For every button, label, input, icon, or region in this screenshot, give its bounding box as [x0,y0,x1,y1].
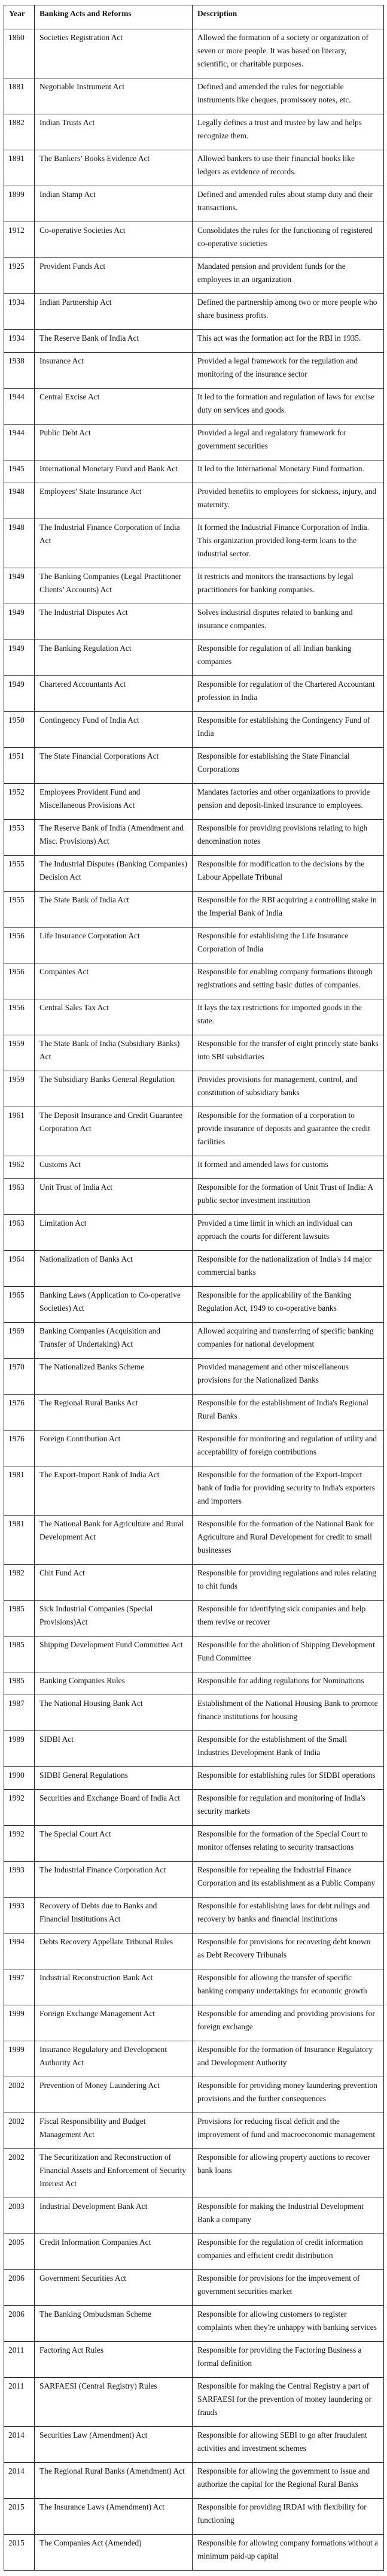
cell-description: Responsible for regulation and monitoring of India's security markets [193,1790,384,1826]
table-row [4,1898,384,1933]
table-row [4,222,384,258]
table-body [4,29,384,2571]
cell-act: The Regional Rural Banks (Amendment) Act [35,2463,193,2499]
cell-year: 1949 [4,640,35,676]
cell-year: 1964 [4,1251,35,1287]
cell-act: The Industrial Finance Corporation of India Act [35,519,193,568]
cell-description: Responsible for the regulation of credit information companies and efficient credit distribution [193,2234,384,2270]
cell-year: 1993 [4,1862,35,1898]
cell-description: Responsible for the formation of Insurance Regulatory and Development Authority [193,2041,384,2077]
cell-act: The Special Court Act [35,1826,193,1862]
cell-act: Banking Laws (Application to Co-operative Societies) Act [35,1287,193,1323]
cell-act: Chartered Accountants Act [35,676,193,712]
table-row [4,258,384,294]
cell-year: 1992 [4,1790,35,1826]
table-row [4,2535,384,2571]
cell-description: It formed the Industrial Finance Corporation of India. This organization provided long-term loans to the industrial sector. [193,519,384,568]
cell-act: Societies Registration Act [35,29,193,78]
table-row [4,640,384,676]
table-row [4,820,384,856]
cell-act: Customs Act [35,1156,193,1179]
cell-act: Recovery of Debts due to Banks and Financial Institutions Act [35,1898,193,1933]
cell-description: Responsible for allowing SEBI to go after fraudulent activities and investment schemes [193,2427,384,2463]
cell-year: 1963 [4,1215,35,1251]
table-row [4,29,384,78]
cell-description: Responsible for modification to the decisions by the Labour Appellate Tribunal [193,856,384,892]
table-row [4,114,384,150]
table-row [4,2499,384,2535]
cell-description: Responsible for the RBI acquiring a controlling stake in the Imperial Bank of India [193,892,384,928]
cell-description: Responsible for establishing the Contingency Fund of India [193,712,384,748]
table-row [4,676,384,712]
cell-act: Public Debt Act [35,425,193,460]
cell-year: 1951 [4,748,35,784]
table-row [4,1565,384,1601]
cell-description: Responsible for providing the Factoring Business a formal definition [193,2342,384,2378]
cell-year: 1899 [4,186,35,222]
cell-description: Mandates factories and other organizations to provide pension and deposit-linked insurance to employees. [193,784,384,820]
cell-act: Provident Funds Act [35,258,193,294]
table-row [4,963,384,999]
cell-year: 1962 [4,1156,35,1179]
cell-act: Employees Provident Fund and Miscellaneous Provisions Act [35,784,193,820]
table-row [4,2005,384,2041]
table-row [4,1215,384,1251]
table-row [4,1672,384,1695]
table-row [4,2306,384,2342]
cell-act: Indian Stamp Act [35,186,193,222]
cell-year: 2002 [4,2077,35,2113]
cell-act: Securities and Exchange Board of India Act [35,1790,193,1826]
table-row [4,1826,384,1862]
table-row [4,186,384,222]
cell-description: Responsible for regulation of the Chartered Accountant profession in India [193,676,384,712]
cell-act: Co-operative Societies Act [35,222,193,258]
cell-act: The Industrial Disputes Act [35,604,193,640]
cell-act: The National Housing Bank Act [35,1695,193,1731]
cell-year: 1860 [4,29,35,78]
cell-act: Government Securities Act [35,2270,193,2306]
table-row [4,1767,384,1790]
cell-act: The Banking Ombudsman Scheme [35,2306,193,2342]
table-row [4,1071,384,1107]
table-row [4,784,384,820]
cell-description: Responsible for the formation of a corporation to provide insurance of deposits and guarantee the credit facilities [193,1107,384,1156]
table-row [4,1323,384,1359]
cell-year: 1948 [4,483,35,519]
cell-act: Banking Companies Rules [35,1672,193,1695]
cell-act: Employees’ State Insurance Act [35,483,193,519]
cell-year: 1881 [4,78,35,114]
cell-description: Responsible for the formation of the Special Court to monitor offenses relating to security transactions [193,1826,384,1862]
cell-year: 1985 [4,1601,35,1636]
cell-act: Life Insurance Corporation Act [35,928,193,963]
cell-act: Limitation Act [35,1215,193,1251]
cell-act: The Reserve Bank of India Act [35,330,193,353]
table-row [4,2077,384,2113]
table-row [4,2463,384,2499]
cell-year: 2002 [4,2113,35,2149]
cell-description: Legally defines a trust and trustee by law and helps recognize them. [193,114,384,150]
cell-act: The State Bank of India (Subsidiary Banks) Act [35,1035,193,1071]
cell-description: Responsible for adding regulations for Nominations [193,1672,384,1695]
cell-act: The Subsidiary Banks General Regulation [35,1071,193,1107]
cell-description: Establishment of the National Housing Bank to promote finance institutions for housing [193,1695,384,1731]
cell-act: The Nationalized Banks Scheme [35,1359,193,1395]
cell-act: The Securitization and Reconstruction of Financial Assets and Enforcement of Security Interest Act [35,2149,193,2198]
cell-description: Responsible for repealing the Industrial Finance Corporation and its establishment as a Public Company [193,1862,384,1898]
cell-act: The Companies Act (Amended) [35,2535,193,2571]
cell-year: 1976 [4,1395,35,1431]
cell-description: It restricts and monitors the transactions by legal practitioners for banking companies. [193,568,384,604]
table-row [4,892,384,928]
table-row [4,856,384,892]
cell-year: 1992 [4,1826,35,1862]
cell-description: It led to the International Monetary Fund formation. [193,460,384,483]
cell-act: Securities Law (Amendment) Act [35,2427,193,2463]
cell-description: Provides provisions for management, control, and constitution of subsidiary banks [193,1071,384,1107]
cell-year: 1891 [4,150,35,186]
table-row [4,483,384,519]
cell-act: The Insurance Laws (Amendment) Act [35,2499,193,2535]
table-row [4,1156,384,1179]
cell-act: Negotiable Instrument Act [35,78,193,114]
cell-year: 1994 [4,1933,35,1969]
cell-description: Responsible for allowing company formations without a minimum paid-up capital [193,2535,384,2571]
cell-year: 1944 [4,425,35,460]
cell-description: Provided a legal and regulatory framework for government securities [193,425,384,460]
table-row [4,1695,384,1731]
cell-description: It lays the tax restrictions for imported goods in the state. [193,999,384,1035]
table-row [4,2041,384,2077]
table-row [4,1251,384,1287]
cell-act: Indian Trusts Act [35,114,193,150]
table-row [4,1287,384,1323]
cell-year: 1948 [4,519,35,568]
cell-act: SIDBI Act [35,1731,193,1767]
cell-year: 1985 [4,1636,35,1672]
cell-year: 1959 [4,1071,35,1107]
cell-act: The State Financial Corporations Act [35,748,193,784]
cell-act: Foreign Exchange Management Act [35,2005,193,2041]
cell-year: 1949 [4,604,35,640]
table-row [4,1933,384,1969]
table-row [4,2378,384,2427]
table-row [4,2270,384,2306]
cell-description: Responsible for identifying sick companies and help them revive or recover [193,1601,384,1636]
cell-act: Contingency Fund of India Act [35,712,193,748]
cell-description: Defined and amended the rules for negotiable instruments like cheques, promissory notes, etc. [193,78,384,114]
cell-year: 1981 [4,1516,35,1565]
cell-act: The Regional Rural Banks Act [35,1395,193,1431]
cell-description: This act was the formation act for the RBI in 1935. [193,330,384,353]
cell-year: 1912 [4,222,35,258]
cell-description: Provided management and other miscellaneous provisions for the Nationalized Banks [193,1359,384,1395]
table-row [4,712,384,748]
banking-acts-table [4,5,384,2571]
table-row [4,78,384,114]
cell-description: Responsible for establishing laws for debt rulings and recovery by banks and financial institutions [193,1898,384,1933]
cell-act: Nationalization of Banks Act [35,1251,193,1287]
cell-description: Mandated pension and provident funds for the employees in an organization [193,258,384,294]
cell-act: SIDBI General Regulations [35,1767,193,1790]
cell-year: 1989 [4,1731,35,1767]
cell-act: Indian Partnership Act [35,294,193,330]
cell-act: Debts Recovery Appellate Tribunal Rules [35,1933,193,1969]
cell-description: Solves industrial disputes related to banking and insurance companies. [193,604,384,640]
cell-description: Responsible for the transfer of eight princely state banks into SBI subsidiaries [193,1035,384,1071]
cell-act: The Deposit Insurance and Credit Guarantee Corporation Act [35,1107,193,1156]
cell-description: Responsible for the nationalization of India's 14 major commercial banks [193,1251,384,1287]
cell-year: 2011 [4,2378,35,2427]
cell-act: The Banking Regulation Act [35,640,193,676]
table-row [4,604,384,640]
cell-act: Credit Information Companies Act [35,2234,193,2270]
cell-description: It formed and amended laws for customs [193,1156,384,1179]
header-description: Description [193,5,384,29]
cell-act: Unit Trust of India Act [35,1179,193,1215]
cell-act: The Industrial Finance Corporation Act [35,1862,193,1898]
cell-act: SARFAESI (Central Registry) Rules [35,2378,193,2427]
cell-act: Industrial Development Bank Act [35,2198,193,2234]
cell-description: Provided a legal framework for the regulation and monitoring of the insurance sector [193,353,384,389]
cell-description: Responsible for providing regulations and rules relating to chit funds [193,1565,384,1601]
table-row [4,1179,384,1215]
cell-year: 1956 [4,928,35,963]
cell-description: Responsible for allowing customers to register complaints when they're unhappy with banking services [193,2306,384,2342]
cell-year: 1955 [4,892,35,928]
table-row [4,353,384,389]
cell-description: Consolidates the rules for the functioning of registered co-operative societies [193,222,384,258]
cell-year: 1982 [4,1565,35,1601]
cell-year: 2005 [4,2234,35,2270]
cell-year: 1999 [4,2005,35,2041]
cell-year: 2003 [4,2198,35,2234]
cell-year: 1990 [4,1767,35,1790]
cell-description: Responsible for the establishment of India's Regional Rural Banks [193,1395,384,1431]
cell-description: Allowed acquiring and transferring of specific banking companies for national development [193,1323,384,1359]
cell-year: 1938 [4,353,35,389]
table-row [4,294,384,330]
table-row [4,1969,384,2005]
cell-description: Responsible for amending and providing provisions for foreign exchange [193,2005,384,2041]
table-row [4,1431,384,1466]
cell-year: 1956 [4,963,35,999]
table-header-row [4,5,384,29]
table-row [4,460,384,483]
cell-year: 1934 [4,330,35,353]
cell-act: Fiscal Responsibility and Budget Management Act [35,2113,193,2149]
cell-year: 1965 [4,1287,35,1323]
table-row [4,425,384,460]
cell-year: 1961 [4,1107,35,1156]
cell-year: 2015 [4,2535,35,2571]
cell-year: 1934 [4,294,35,330]
table-row [4,2113,384,2149]
cell-act: Industrial Reconstruction Bank Act [35,1969,193,2005]
table-row [4,1731,384,1767]
cell-description: Defined the partnership among two or more people who share business profits. [193,294,384,330]
cell-description: Responsible for the abolition of Shipping Development Fund Committee [193,1636,384,1672]
cell-act: Foreign Contribution Act [35,1431,193,1466]
cell-act: Banking Companies (Acquisition and Transfer of Undertaking) Act [35,1323,193,1359]
table-row [4,2149,384,2198]
cell-description: Responsible for providing IRDAI with flexibility for functioning [193,2499,384,2535]
cell-description: Responsible for establishing rules for SIDBI operations [193,1767,384,1790]
table-row [4,748,384,784]
cell-year: 2011 [4,2342,35,2378]
cell-description: Responsible for providing provisions relating to high denomination notes [193,820,384,856]
cell-description: It led to the formation and regulation of laws for excise duty on services and goods. [193,389,384,425]
cell-description: Responsible for provisions for the improvement of government securities market [193,2270,384,2306]
cell-year: 2015 [4,2499,35,2535]
cell-act: Factoring Act Rules [35,2342,193,2378]
table-row [4,999,384,1035]
cell-act: Chit Fund Act [35,1565,193,1601]
cell-year: 2006 [4,2270,35,2306]
cell-year: 1999 [4,2041,35,2077]
cell-description: Responsible for enabling company formations through registrations and setting basic duties of companies. [193,963,384,999]
cell-act: Companies Act [35,963,193,999]
cell-year: 1955 [4,856,35,892]
cell-year: 1985 [4,1672,35,1695]
cell-year: 1969 [4,1323,35,1359]
cell-year: 1944 [4,389,35,425]
cell-year: 1925 [4,258,35,294]
table-row [4,1516,384,1565]
cell-description: Responsible for making the Industrial Development Bank a company [193,2198,384,2234]
cell-description: Responsible for the formation of Unit Trust of India: A public sector investment institution [193,1179,384,1215]
cell-act: International Monetary Fund and Bank Act [35,460,193,483]
cell-description: Responsible for allowing the government to issue and authorize the capital for the Regional Rural Banks [193,2463,384,2499]
cell-year: 1956 [4,999,35,1035]
cell-year: 1952 [4,784,35,820]
cell-description: Responsible for allowing property auctions to recover bank loans [193,2149,384,2198]
cell-year: 1997 [4,1969,35,2005]
cell-description: Responsible for regulation of all Indian banking companies [193,640,384,676]
cell-year: 2006 [4,2306,35,2342]
cell-year: 1970 [4,1359,35,1395]
cell-act: The National Bank for Agriculture and Rural Development Act [35,1516,193,1565]
table-row [4,1601,384,1636]
cell-year: 2002 [4,2149,35,2198]
cell-act: The Industrial Disputes (Banking Companies) Decision Act [35,856,193,892]
cell-act: Shipping Development Fund Committee Act [35,1636,193,1672]
cell-act: Prevention of Money Laundering Act [35,2077,193,2113]
cell-year: 1950 [4,712,35,748]
cell-description: Responsible for allowing the transfer of specific banking company undertakings for economic growth [193,1969,384,2005]
cell-year: 1963 [4,1179,35,1215]
cell-description: Provided a time limit in which an individual can approach the courts for different lawsuits [193,1215,384,1251]
cell-act: Central Sales Tax Act [35,999,193,1035]
header-act: Banking Acts and Reforms [35,5,193,29]
cell-year: 2014 [4,2427,35,2463]
cell-year: 2014 [4,2463,35,2499]
cell-description: Provisions for reducing fiscal deficit and the improvement of fund and macroeconomic management [193,2113,384,2149]
cell-act: The Reserve Bank of India (Amendment and Misc. Provisions) Act [35,820,193,856]
cell-description: Allowed bankers to use their financial books like ledgers as evidence of records. [193,150,384,186]
cell-act: Central Excise Act [35,389,193,425]
cell-description: Allowed the formation of a society or organization of seven or more people. It was based on literary, scientific, or charitable purposes. [193,29,384,78]
table-row [4,2234,384,2270]
table-row [4,1466,384,1516]
cell-act: The Bankers’ Books Evidence Act [35,150,193,186]
cell-act: Sick Industrial Companies (Special Provisions)Act [35,1601,193,1636]
cell-description: Provided benefits to employees for sickness, injury, and maternity. [193,483,384,519]
cell-description: Responsible for provisions for recovering debt known as Debt Recovery Tribunals [193,1933,384,1969]
table-row [4,519,384,568]
cell-year: 1959 [4,1035,35,1071]
cell-description: Responsible for the applicability of the Banking Regulation Act, 1949 to co-operative banks [193,1287,384,1323]
table-row [4,150,384,186]
header-year: Year [4,5,35,29]
cell-description: Defined and amended rules about stamp duty and their transactions. [193,186,384,222]
table-row [4,1359,384,1395]
table-row [4,2198,384,2234]
cell-description: Responsible for the formation of the Export-Import bank of India for providing security to India's exporters and importers [193,1466,384,1516]
table-row [4,389,384,425]
table-row [4,1395,384,1431]
table-row [4,1107,384,1156]
cell-act: The State Bank of India Act [35,892,193,928]
cell-year: 1949 [4,568,35,604]
cell-year: 1953 [4,820,35,856]
cell-year: 1981 [4,1466,35,1516]
cell-year: 1993 [4,1898,35,1933]
cell-description: Responsible for monitoring and regulation of utility and acceptability of foreign contributions [193,1431,384,1466]
cell-description: Responsible for the formation of the National Bank for Agriculture and Rural Development for credit to small businesses [193,1516,384,1565]
cell-description: Responsible for making the Central Registry a part of SARFAESI for the prevention of money laundering or frauds [193,2378,384,2427]
cell-year: 1976 [4,1431,35,1466]
table-row [4,928,384,963]
cell-year: 1945 [4,460,35,483]
table-row [4,1636,384,1672]
cell-year: 1882 [4,114,35,150]
cell-year: 1987 [4,1695,35,1731]
table-row [4,2342,384,2378]
cell-description: Responsible for establishing the Life Insurance Corporation of India [193,928,384,963]
cell-act: The Banking Companies (Legal Practitioner Clients’ Accounts) Act [35,568,193,604]
cell-act: Insurance Regulatory and Development Authority Act [35,2041,193,2077]
table-row [4,1790,384,1826]
cell-description: Responsible for the establishment of the Small Industries Development Bank of India [193,1731,384,1767]
table-row [4,2427,384,2463]
cell-description: Responsible for providing money laundering prevention provisions and the further consequences [193,2077,384,2113]
table-row [4,1862,384,1898]
cell-description: Responsible for establishing the State Financial Corporations [193,748,384,784]
table-row [4,568,384,604]
cell-act: The Export-Import Bank of India Act [35,1466,193,1516]
table-row [4,1035,384,1071]
cell-act: Insurance Act [35,353,193,389]
table-row [4,330,384,353]
cell-year: 1949 [4,676,35,712]
